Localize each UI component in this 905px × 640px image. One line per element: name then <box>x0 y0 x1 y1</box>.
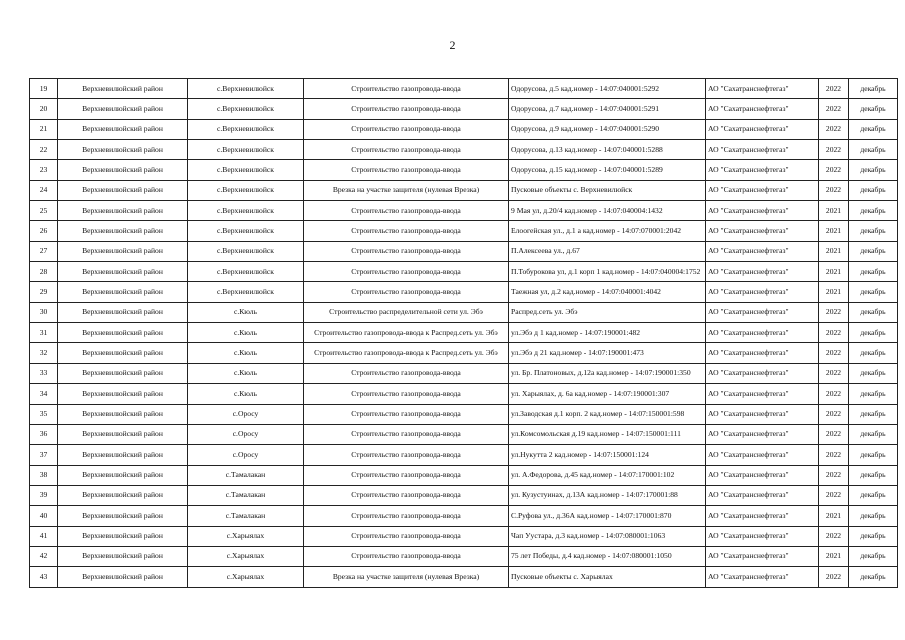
year-cell: 2022 <box>819 140 849 160</box>
row-number: 32 <box>30 343 58 363</box>
year-cell: 2021 <box>819 546 849 566</box>
work-type-cell: Строительство газопровода-ввода <box>304 465 509 485</box>
address-cell: ул.Эбэ д 21 кад.номер - 14:07:190001:473 <box>509 343 706 363</box>
year-cell: 2021 <box>819 262 849 282</box>
address-cell: Распред.сеть ул. Эбэ <box>509 302 706 322</box>
page-number: 2 <box>449 38 456 52</box>
organization-cell: АО "Сахатранснефтегаз" <box>706 241 819 261</box>
year-cell: 2022 <box>819 384 849 404</box>
row-number: 21 <box>30 119 58 139</box>
month-cell: декабрь <box>849 424 898 444</box>
organization-cell: АО "Сахатранснефтегаз" <box>706 282 819 302</box>
year-cell: 2022 <box>819 323 849 343</box>
address-cell: Пусковые объекты с. Верхневилюйск <box>509 180 706 200</box>
district-cell: Верхневилюйский район <box>58 526 188 546</box>
address-cell: ул. А.Федорова, д.45 кад.номер - 14:07:170001:102 <box>509 465 706 485</box>
district-cell: Верхневилюйский район <box>58 119 188 139</box>
table-row <box>30 363 898 383</box>
row-number: 42 <box>30 546 58 566</box>
organization-cell: АО "Сахатранснефтегаз" <box>706 506 819 526</box>
address-cell: Одорусова, д.13 кад.номер - 14:07:040001:5288 <box>509 140 706 160</box>
table-row <box>30 140 898 160</box>
district-cell: Верхневилюйский район <box>58 79 188 99</box>
organization-cell: АО "Сахатранснефтегаз" <box>706 201 819 221</box>
table-body <box>30 79 898 588</box>
table-row <box>30 567 898 587</box>
year-cell: 2021 <box>819 201 849 221</box>
table-row <box>30 343 898 363</box>
organization-cell: АО "Сахатранснефтегаз" <box>706 79 819 99</box>
organization-cell: АО "Сахатранснефтегаз" <box>706 99 819 119</box>
year-cell: 2022 <box>819 99 849 119</box>
organization-cell: АО "Сахатранснефтегаз" <box>706 119 819 139</box>
district-cell: Верхневилюйский район <box>58 404 188 424</box>
table-row <box>30 282 898 302</box>
organization-cell: АО "Сахатранснефтегаз" <box>706 302 819 322</box>
table-row <box>30 424 898 444</box>
address-cell: Одорусова, д.9 кад.номер - 14:07:040001:5290 <box>509 119 706 139</box>
work-type-cell: Строительство газопровода-ввода <box>304 241 509 261</box>
row-number: 39 <box>30 485 58 505</box>
settlement-cell: с.Кюль <box>188 363 304 383</box>
work-type-cell: Строительство газопровода-ввода <box>304 526 509 546</box>
row-number: 25 <box>30 201 58 221</box>
organization-cell: АО "Сахатранснефтегаз" <box>706 546 819 566</box>
address-cell: С.Руфова ул., д.36А кад.номер - 14:07:170001:870 <box>509 506 706 526</box>
row-number: 36 <box>30 424 58 444</box>
district-cell: Верхневилюйский район <box>58 180 188 200</box>
table-row <box>30 323 898 343</box>
district-cell: Верхневилюйский район <box>58 140 188 160</box>
work-type-cell: Строительство газопровода-ввода <box>304 160 509 180</box>
month-cell: декабрь <box>849 363 898 383</box>
works-table <box>29 78 898 588</box>
settlement-cell: с.Харыялах <box>188 526 304 546</box>
work-type-cell: Строительство газопровода-ввода <box>304 119 509 139</box>
organization-cell: АО "Сахатранснефтегаз" <box>706 343 819 363</box>
settlement-cell: с.Верхневилюйск <box>188 241 304 261</box>
work-type-cell: Врезка на участке защителя (нулевая Врезка) <box>304 180 509 200</box>
month-cell: декабрь <box>849 302 898 322</box>
work-type-cell: Строительство газопровода-ввода <box>304 445 509 465</box>
work-type-cell: Строительство газопровода-ввода <box>304 384 509 404</box>
year-cell: 2022 <box>819 567 849 587</box>
district-cell: Верхневилюйский район <box>58 99 188 119</box>
year-cell: 2022 <box>819 363 849 383</box>
organization-cell: АО "Сахатранснефтегаз" <box>706 140 819 160</box>
row-number: 22 <box>30 140 58 160</box>
table-row <box>30 221 898 241</box>
year-cell: 2022 <box>819 465 849 485</box>
work-type-cell: Врезка на участке защителя (нулевая Врезка) <box>304 567 509 587</box>
year-cell: 2022 <box>819 424 849 444</box>
month-cell: декабрь <box>849 282 898 302</box>
organization-cell: АО "Сахатранснефтегаз" <box>706 526 819 546</box>
organization-cell: АО "Сахатранснефтегаз" <box>706 160 819 180</box>
address-cell: ул.Комсомольская д.19 кад.номер - 14:07:150001:111 <box>509 424 706 444</box>
work-type-cell: Строительство газопровода-ввода к Распред.сеть ул. Эбэ <box>304 323 509 343</box>
table-row <box>30 262 898 282</box>
district-cell: Верхневилюйский район <box>58 323 188 343</box>
organization-cell: АО "Сахатранснефтегаз" <box>706 221 819 241</box>
district-cell: Верхневилюйский район <box>58 241 188 261</box>
work-type-cell: Строительство газопровода-ввода <box>304 363 509 383</box>
organization-cell: АО "Сахатранснефтегаз" <box>706 567 819 587</box>
settlement-cell: с.Верхневилюйск <box>188 140 304 160</box>
address-cell: Пусковые объекты с. Харыялах <box>509 567 706 587</box>
settlement-cell: с.Верхневилюйск <box>188 221 304 241</box>
settlement-cell: с.Оросу <box>188 445 304 465</box>
month-cell: декабрь <box>849 323 898 343</box>
district-cell: Верхневилюйский район <box>58 302 188 322</box>
table-row <box>30 99 898 119</box>
row-number: 26 <box>30 221 58 241</box>
settlement-cell: с.Верхневилюйск <box>188 180 304 200</box>
settlement-cell: с.Кюль <box>188 323 304 343</box>
district-cell: Верхневилюйский район <box>58 445 188 465</box>
settlement-cell: с.Верхневилюйск <box>188 99 304 119</box>
row-number: 19 <box>30 79 58 99</box>
year-cell: 2021 <box>819 241 849 261</box>
work-type-cell: Строительство газопровода-ввода <box>304 485 509 505</box>
month-cell: декабрь <box>849 221 898 241</box>
year-cell: 2021 <box>819 282 849 302</box>
settlement-cell: с.Тамалакан <box>188 506 304 526</box>
address-cell: 75 лет Победы, д.4 кад.номер - 14:07:080001:1050 <box>509 546 706 566</box>
settlement-cell: с.Тамалакан <box>188 485 304 505</box>
address-cell: Одорусова, д.7 кад.номер - 14:07:040001:5291 <box>509 99 706 119</box>
work-type-cell: Строительство газопровода-ввода <box>304 546 509 566</box>
row-number: 33 <box>30 363 58 383</box>
year-cell: 2022 <box>819 79 849 99</box>
settlement-cell: с.Оросу <box>188 404 304 424</box>
row-number: 23 <box>30 160 58 180</box>
month-cell: декабрь <box>849 201 898 221</box>
month-cell: декабрь <box>849 567 898 587</box>
work-type-cell: Строительство газопровода-ввода <box>304 99 509 119</box>
work-type-cell: Строительство газопровода-ввода к Распред.сеть ул. Эбэ <box>304 343 509 363</box>
row-number: 41 <box>30 526 58 546</box>
year-cell: 2022 <box>819 404 849 424</box>
district-cell: Верхневилюйский район <box>58 485 188 505</box>
organization-cell: АО "Сахатранснефтегаз" <box>706 485 819 505</box>
row-number: 40 <box>30 506 58 526</box>
settlement-cell: с.Верхневилюйск <box>188 282 304 302</box>
table-row <box>30 546 898 566</box>
year-cell: 2021 <box>819 221 849 241</box>
address-cell: ул. Кузустуинах, д.13А кад.номер - 14:07:170001:88 <box>509 485 706 505</box>
district-cell: Верхневилюйский район <box>58 282 188 302</box>
address-cell: ул.Нукутта 2 кад.номер - 14:07:150001:124 <box>509 445 706 465</box>
table-row <box>30 201 898 221</box>
row-number: 24 <box>30 180 58 200</box>
month-cell: декабрь <box>849 506 898 526</box>
settlement-cell: с.Кюль <box>188 302 304 322</box>
month-cell: декабрь <box>849 99 898 119</box>
organization-cell: АО "Сахатранснефтегаз" <box>706 445 819 465</box>
table-row <box>30 384 898 404</box>
year-cell: 2022 <box>819 445 849 465</box>
table-row <box>30 526 898 546</box>
address-cell: ул. Харыялах, д. 6а кад.номер - 14:07:190001:307 <box>509 384 706 404</box>
organization-cell: АО "Сахатранснефтегаз" <box>706 384 819 404</box>
year-cell: 2022 <box>819 180 849 200</box>
year-cell: 2022 <box>819 485 849 505</box>
work-type-cell: Строительство газопровода-ввода <box>304 424 509 444</box>
year-cell: 2022 <box>819 302 849 322</box>
settlement-cell: с.Верхневилюйск <box>188 201 304 221</box>
settlement-cell: с.Верхневилюйск <box>188 79 304 99</box>
settlement-cell: с.Харыялах <box>188 546 304 566</box>
settlement-cell: с.Верхневилюйск <box>188 262 304 282</box>
address-cell: ул. Бр. Платоновых, д.12а кад.номер - 14:07:190001:350 <box>509 363 706 383</box>
settlement-cell: с.Верхневилюйск <box>188 119 304 139</box>
row-number: 28 <box>30 262 58 282</box>
row-number: 34 <box>30 384 58 404</box>
work-type-cell: Строительство газопровода-ввода <box>304 201 509 221</box>
work-type-cell: Строительство газопровода-ввода <box>304 79 509 99</box>
month-cell: декабрь <box>849 160 898 180</box>
month-cell: декабрь <box>849 180 898 200</box>
month-cell: декабрь <box>849 262 898 282</box>
organization-cell: АО "Сахатранснефтегаз" <box>706 363 819 383</box>
district-cell: Верхневилюйский район <box>58 262 188 282</box>
address-cell: ул.Эбэ д 1 кад.номер - 14:07:190001:482 <box>509 323 706 343</box>
table-row <box>30 241 898 261</box>
row-number: 35 <box>30 404 58 424</box>
address-cell: Чап Уустара, д.3 кад.номер - 14:07:080001:1063 <box>509 526 706 546</box>
settlement-cell: с.Кюль <box>188 343 304 363</box>
table-row <box>30 119 898 139</box>
row-number: 43 <box>30 567 58 587</box>
work-type-cell: Строительство газопровода-ввода <box>304 221 509 241</box>
settlement-cell: с.Тамалакан <box>188 465 304 485</box>
month-cell: декабрь <box>849 241 898 261</box>
district-cell: Верхневилюйский район <box>58 160 188 180</box>
settlement-cell: с.Кюль <box>188 384 304 404</box>
work-type-cell: Строительство газопровода-ввода <box>304 140 509 160</box>
address-cell: П.Тобурокова ул, д.1 корп 1 кад.номер - 14:07:040004:1752 <box>509 262 706 282</box>
organization-cell: АО "Сахатранснефтегаз" <box>706 424 819 444</box>
work-type-cell: Строительство газопровода-ввода <box>304 282 509 302</box>
month-cell: декабрь <box>849 384 898 404</box>
district-cell: Верхневилюйский район <box>58 567 188 587</box>
table-row <box>30 445 898 465</box>
district-cell: Верхневилюйский район <box>58 221 188 241</box>
district-cell: Верхневилюйский район <box>58 546 188 566</box>
address-cell: Одорусова, д.5 кад.номер - 14:07:040001:5292 <box>509 79 706 99</box>
month-cell: декабрь <box>849 343 898 363</box>
settlement-cell: с.Верхневилюйск <box>188 160 304 180</box>
district-cell: Верхневилюйский район <box>58 384 188 404</box>
year-cell: 2022 <box>819 343 849 363</box>
address-cell: Таежная ул, д.2 кад.номер - 14:07:040001:4042 <box>509 282 706 302</box>
table-row <box>30 79 898 99</box>
work-type-cell: Строительство газопровода-ввода <box>304 262 509 282</box>
month-cell: декабрь <box>849 546 898 566</box>
district-cell: Верхневилюйский район <box>58 343 188 363</box>
row-number: 37 <box>30 445 58 465</box>
month-cell: декабрь <box>849 485 898 505</box>
district-cell: Верхневилюйский район <box>58 201 188 221</box>
address-cell: ул.Заводская д.1 корп. 2 кад.номер - 14:07:150001:598 <box>509 404 706 424</box>
row-number: 27 <box>30 241 58 261</box>
organization-cell: АО "Сахатранснефтегаз" <box>706 180 819 200</box>
table-row <box>30 485 898 505</box>
table-row <box>30 302 898 322</box>
row-number: 29 <box>30 282 58 302</box>
organization-cell: АО "Сахатранснефтегаз" <box>706 404 819 424</box>
row-number: 30 <box>30 302 58 322</box>
address-cell: П.Алексеева ул., д.67 <box>509 241 706 261</box>
table-row <box>30 404 898 424</box>
work-type-cell: Строительство распределительной сети ул. Эбэ <box>304 302 509 322</box>
work-type-cell: Строительство газопровода-ввода <box>304 404 509 424</box>
month-cell: декабрь <box>849 445 898 465</box>
work-type-cell: Строительство газопровода-ввода <box>304 506 509 526</box>
year-cell: 2022 <box>819 119 849 139</box>
address-cell: 9 Мая ул, д.20/4 кад.номер - 14:07:040004:1432 <box>509 201 706 221</box>
row-number: 20 <box>30 99 58 119</box>
table-row <box>30 180 898 200</box>
organization-cell: АО "Сахатранснефтегаз" <box>706 465 819 485</box>
month-cell: декабрь <box>849 140 898 160</box>
month-cell: декабрь <box>849 79 898 99</box>
settlement-cell: с.Харыялах <box>188 567 304 587</box>
district-cell: Верхневилюйский район <box>58 424 188 444</box>
district-cell: Верхневилюйский район <box>58 465 188 485</box>
year-cell: 2022 <box>819 526 849 546</box>
year-cell: 2022 <box>819 160 849 180</box>
year-cell: 2021 <box>819 506 849 526</box>
district-cell: Верхневилюйский район <box>58 363 188 383</box>
month-cell: декабрь <box>849 404 898 424</box>
organization-cell: АО "Сахатранснефтегаз" <box>706 262 819 282</box>
district-cell: Верхневилюйский район <box>58 506 188 526</box>
row-number: 38 <box>30 465 58 485</box>
table-row <box>30 465 898 485</box>
table-row <box>30 160 898 180</box>
month-cell: декабрь <box>849 526 898 546</box>
month-cell: декабрь <box>849 119 898 139</box>
month-cell: декабрь <box>849 465 898 485</box>
settlement-cell: с.Оросу <box>188 424 304 444</box>
address-cell: Одорусова, д.15 кад.номер - 14:07:040001:5289 <box>509 160 706 180</box>
table-row <box>30 506 898 526</box>
organization-cell: АО "Сахатранснефтегаз" <box>706 323 819 343</box>
row-number: 31 <box>30 323 58 343</box>
address-cell: Елоогейская ул., д.1 а кад.номер - 14:07:070001:2042 <box>509 221 706 241</box>
